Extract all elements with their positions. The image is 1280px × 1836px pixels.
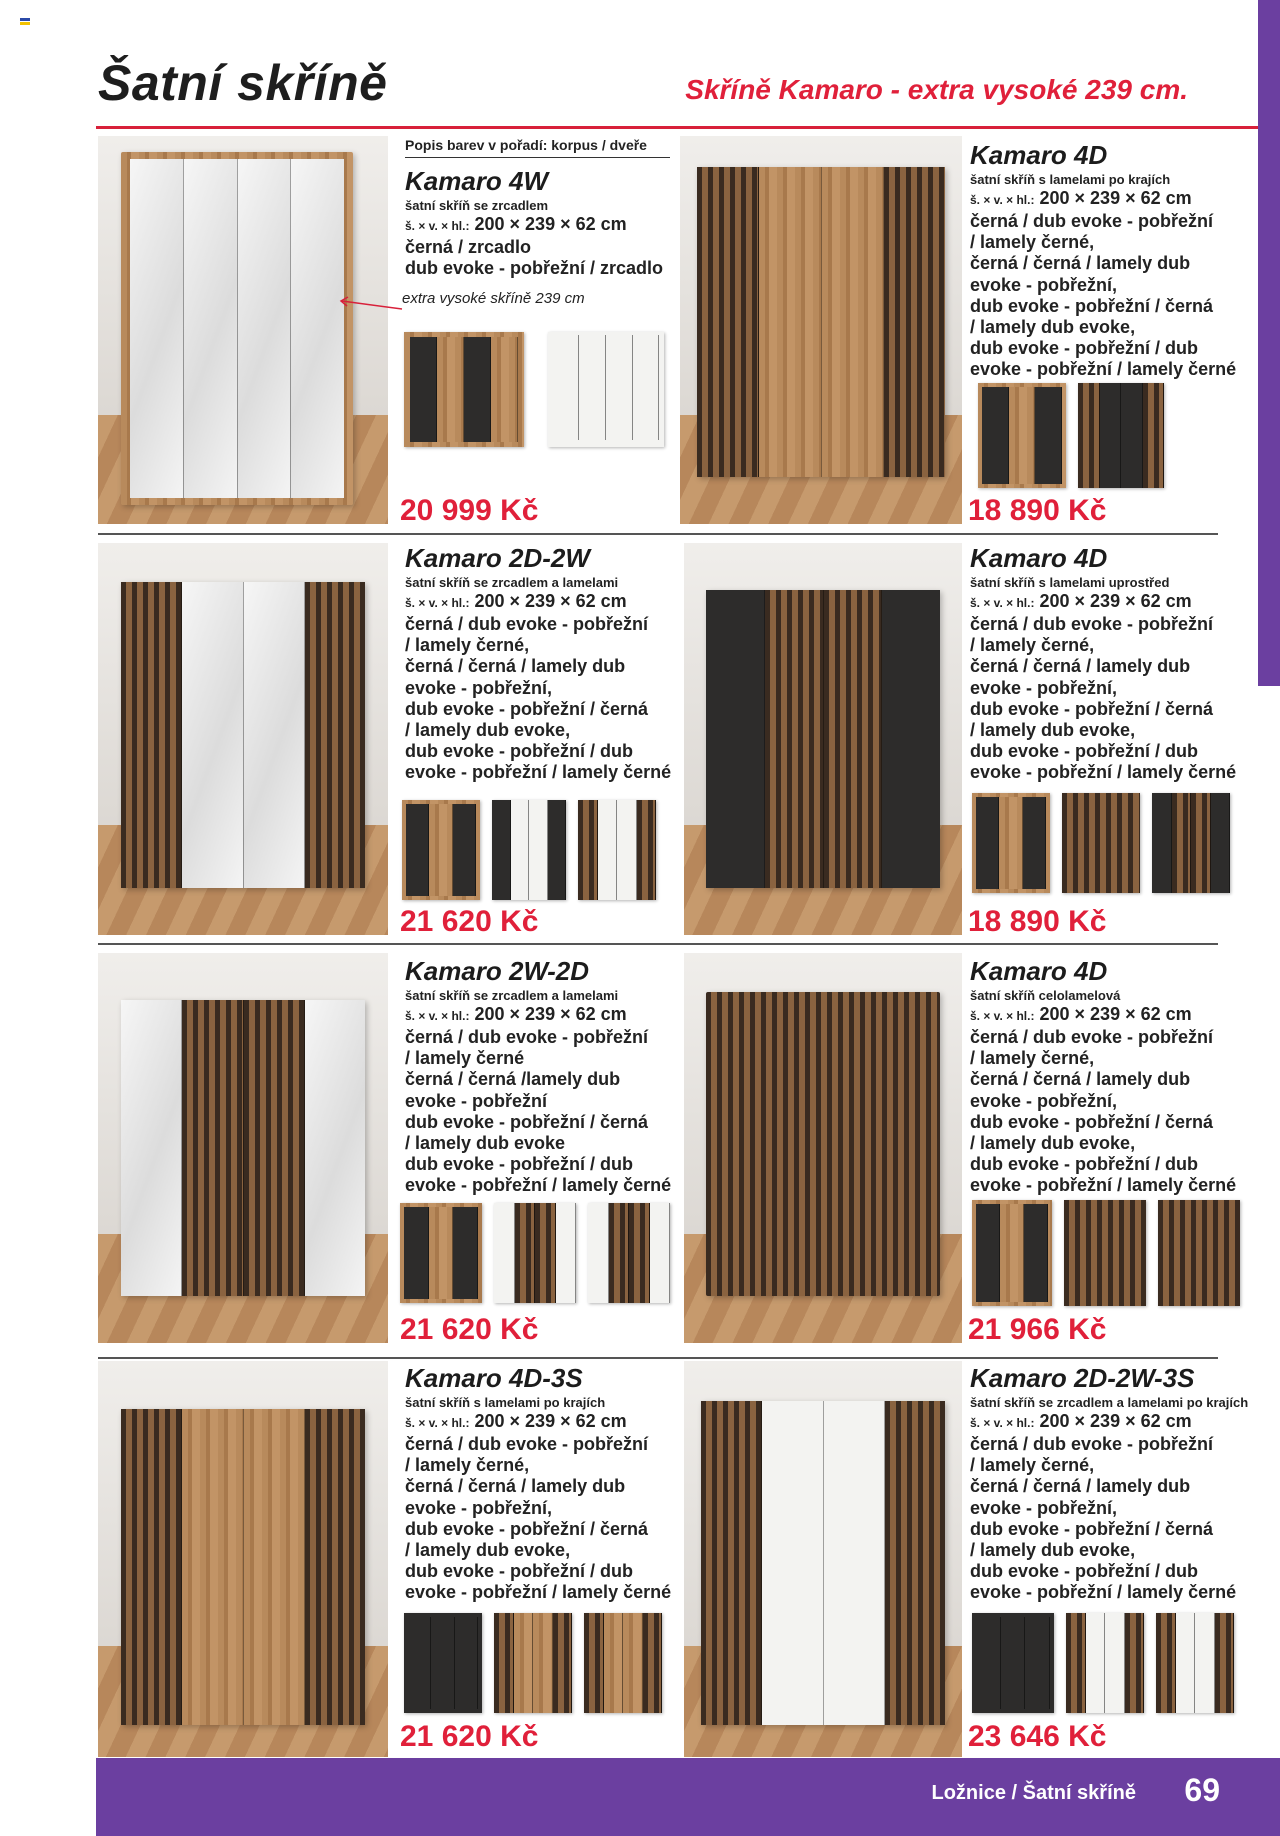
color-variants (972, 1613, 1234, 1713)
product-photo-kamaro-2w-2d (98, 953, 388, 1343)
dims-label: š. × v. × hl.: (970, 1416, 1035, 1430)
variant-thumbnail (1078, 383, 1164, 488)
variant-thumbnail (404, 332, 524, 447)
dims-label: š. × v. × hl.: (405, 1009, 470, 1023)
product-name: Kamaro 4D-3S (405, 1363, 583, 1393)
product-colors: černá / dub evoke - pobřežní / lamely černé, černá / černá / lamely dub evoke - pobřežní, dub evoke - pobřežní / černá / lamely dub evoke, dub evoke - pobřežní / dub evoke - pobřežní / lamely černé (405, 614, 672, 783)
product-type: šatní skříň s lamelami po krajích (405, 1395, 606, 1410)
product-price: 21 620 Kč (400, 1720, 539, 1753)
product-card (405, 166, 663, 279)
page-subtitle: Skříně Kamaro - extra vysoké 239 cm. (685, 74, 1188, 105)
product-card (970, 956, 1236, 1197)
product-card (970, 140, 1236, 381)
variant-thumbnail (972, 793, 1050, 893)
row-divider (98, 533, 1218, 535)
product-photo-kamaro-4w (98, 136, 388, 524)
color-variants (978, 383, 1164, 488)
variant-thumbnail (1158, 1200, 1240, 1306)
variant-thumbnail (1156, 1613, 1234, 1713)
product-dimensions (405, 1411, 671, 1434)
dims-label: š. × v. × hl.: (405, 1416, 470, 1430)
product-dimensions (970, 591, 1236, 614)
product-dimensions (970, 1411, 1248, 1434)
product-type: šatní skříň se zrcadlem a lamelami po krajích (970, 1395, 1249, 1410)
dims-label: š. × v. × hl.: (970, 193, 1035, 207)
product-type: šatní skříň se zrcadlem a lamelami (405, 988, 619, 1003)
variant-thumbnail (1152, 793, 1230, 893)
dims-label: š. × v. × hl.: (970, 1009, 1035, 1023)
product-name: Kamaro 4D (970, 543, 1108, 573)
product-dimensions (405, 1004, 671, 1027)
variant-thumbnail (404, 1613, 482, 1713)
product-price: 21 966 Kč (968, 1313, 1107, 1346)
variant-thumbnail (494, 1613, 572, 1713)
color-variants (972, 793, 1230, 893)
row-divider (98, 1357, 1218, 1359)
variant-thumbnail (494, 1203, 576, 1303)
dims-label: š. × v. × hl.: (405, 596, 470, 610)
variant-thumbnail (972, 1613, 1054, 1713)
product-photo-kamaro-2d-2w-3s (684, 1361, 962, 1757)
color-variants (402, 800, 656, 900)
product-colors: černá / zrcadlo dub evoke - pobřežní / zrcadlo (405, 237, 664, 279)
page-number: 69 (1184, 1772, 1220, 1808)
footer-section-label: Ložnice / Šatní skříně (931, 1782, 1136, 1804)
product-name: Kamaro 4D (970, 956, 1108, 986)
variant-thumbnail (584, 1613, 662, 1713)
language-flag-icon (20, 18, 30, 28)
product-name: Kamaro 2W-2D (405, 956, 589, 986)
product-price: 18 890 Kč (968, 905, 1107, 938)
product-photo-kamaro-4d (680, 136, 962, 524)
dims-value: 200 × 239 × 62 cm (1039, 591, 1192, 611)
product-colors: černá / dub evoke - pobřežní / lamely černé černá / černá /lamely dub evoke - pobřežní dub evoke - pobřežní / černá / lamely dub evoke dub evoke - pobřežní / dub evoke - pobřežní / lamely černé (405, 1027, 672, 1196)
color-variants (404, 1613, 662, 1713)
color-order-note: Popis barev v pořadí: korpus / dveře (405, 137, 670, 158)
variant-thumbnail (402, 800, 480, 900)
product-type: šatní skříň s lamelami uprostřed (970, 575, 1170, 590)
color-variants (400, 1203, 670, 1303)
dims-value: 200 × 239 × 62 cm (474, 1411, 627, 1431)
product-colors: černá / dub evoke - pobřežní / lamely černé, černá / černá / lamely dub evoke - pobřežní, dub evoke - pobřežní / černá / lamely dub evoke, dub evoke - pobřežní / dub evoke - pobřežní / lamely černé (405, 1434, 672, 1603)
variant-thumbnail (400, 1203, 482, 1303)
variant-thumbnail (492, 800, 566, 900)
product-card (405, 1363, 671, 1604)
product-colors: černá / dub evoke - pobřežní / lamely černé, černá / černá / lamely dub evoke - pobřežní, dub evoke - pobřežní / černá / lamely dub evoke, dub evoke - pobřežní / dub evoke - pobřežní / lamely černé (970, 614, 1237, 783)
color-variants (972, 1200, 1240, 1306)
product-type: šatní skříň se zrcadlem (405, 198, 549, 213)
product-name: Kamaro 2D-2W (405, 543, 590, 573)
product-dimensions (970, 1004, 1236, 1027)
product-name: Kamaro 4D (970, 140, 1108, 170)
color-variants (404, 332, 664, 447)
product-type: šatní skříň celolamelová (970, 988, 1121, 1003)
product-name: Kamaro 2D-2W-3S (970, 1363, 1195, 1393)
product-dimensions (405, 214, 663, 237)
variant-thumbnail (1062, 793, 1140, 893)
product-type: šatní skříň s lamelami po krajích (970, 172, 1171, 187)
page-title: Šatní skříně (98, 55, 388, 111)
variant-thumbnail (1066, 1613, 1144, 1713)
product-price: 20 999 Kč (400, 494, 539, 527)
product-price: 18 890 Kč (968, 494, 1107, 527)
dims-value: 200 × 239 × 62 cm (474, 1004, 627, 1024)
dims-value: 200 × 239 × 62 cm (1039, 1004, 1192, 1024)
variant-thumbnail (548, 332, 664, 447)
product-card (405, 956, 671, 1197)
dims-value: 200 × 239 × 62 cm (474, 214, 627, 234)
product-photo-kamaro-4d (684, 543, 962, 935)
product-name: Kamaro 4W (405, 166, 549, 196)
product-card (405, 543, 671, 784)
product-photo-kamaro-2d-2w (98, 543, 388, 935)
product-card (970, 543, 1236, 784)
product-type: šatní skříň se zrcadlem a lamelami (405, 575, 619, 590)
row-divider (98, 943, 1218, 945)
title-divider (96, 126, 1258, 129)
variant-thumbnail (578, 800, 656, 900)
dims-label: š. × v. × hl.: (405, 219, 470, 233)
product-photo-kamaro-4d-3s (98, 1361, 388, 1757)
product-price: 21 620 Kč (400, 905, 539, 938)
product-price: 21 620 Kč (400, 1313, 539, 1346)
product-price: 23 646 Kč (968, 1720, 1107, 1753)
variant-thumbnail (1064, 1200, 1146, 1306)
product-dimensions (970, 188, 1236, 211)
variant-thumbnail (588, 1203, 670, 1303)
variant-thumbnail (972, 1200, 1052, 1306)
extra-height-note: extra vysoké skříně 239 cm (402, 290, 585, 307)
product-photo-kamaro-4d (684, 953, 962, 1343)
product-dimensions (405, 591, 671, 614)
dims-label: š. × v. × hl.: (970, 596, 1035, 610)
dims-value: 200 × 239 × 62 cm (1039, 1411, 1192, 1431)
page-footer (96, 1758, 1280, 1836)
product-colors: černá / dub evoke - pobřežní / lamely černé, černá / černá / lamely dub evoke - pobřežní, dub evoke - pobřežní / černá / lamely dub evoke, dub evoke - pobřežní / dub evoke - pobřežní / lamely černé (970, 1027, 1237, 1196)
product-card (970, 1363, 1248, 1604)
product-colors: černá / dub evoke - pobřežní / lamely černé, černá / černá / lamely dub evoke - pobřežní, dub evoke - pobřežní / černá / lamely dub evoke, dub evoke - pobřežní / dub evoke - pobřežní / lamely černé (970, 211, 1237, 380)
product-colors: černá / dub evoke - pobřežní / lamely černé, černá / černá / lamely dub evoke - pobřežní, dub evoke - pobřežní / černá / lamely dub evoke, dub evoke - pobřežní / dub evoke - pobřežní / lamely černé (970, 1434, 1237, 1603)
variant-thumbnail (978, 383, 1066, 488)
arrow-icon (338, 296, 404, 314)
dims-value: 200 × 239 × 62 cm (474, 591, 627, 611)
section-side-tab (1258, 0, 1280, 686)
dims-value: 200 × 239 × 62 cm (1039, 188, 1192, 208)
